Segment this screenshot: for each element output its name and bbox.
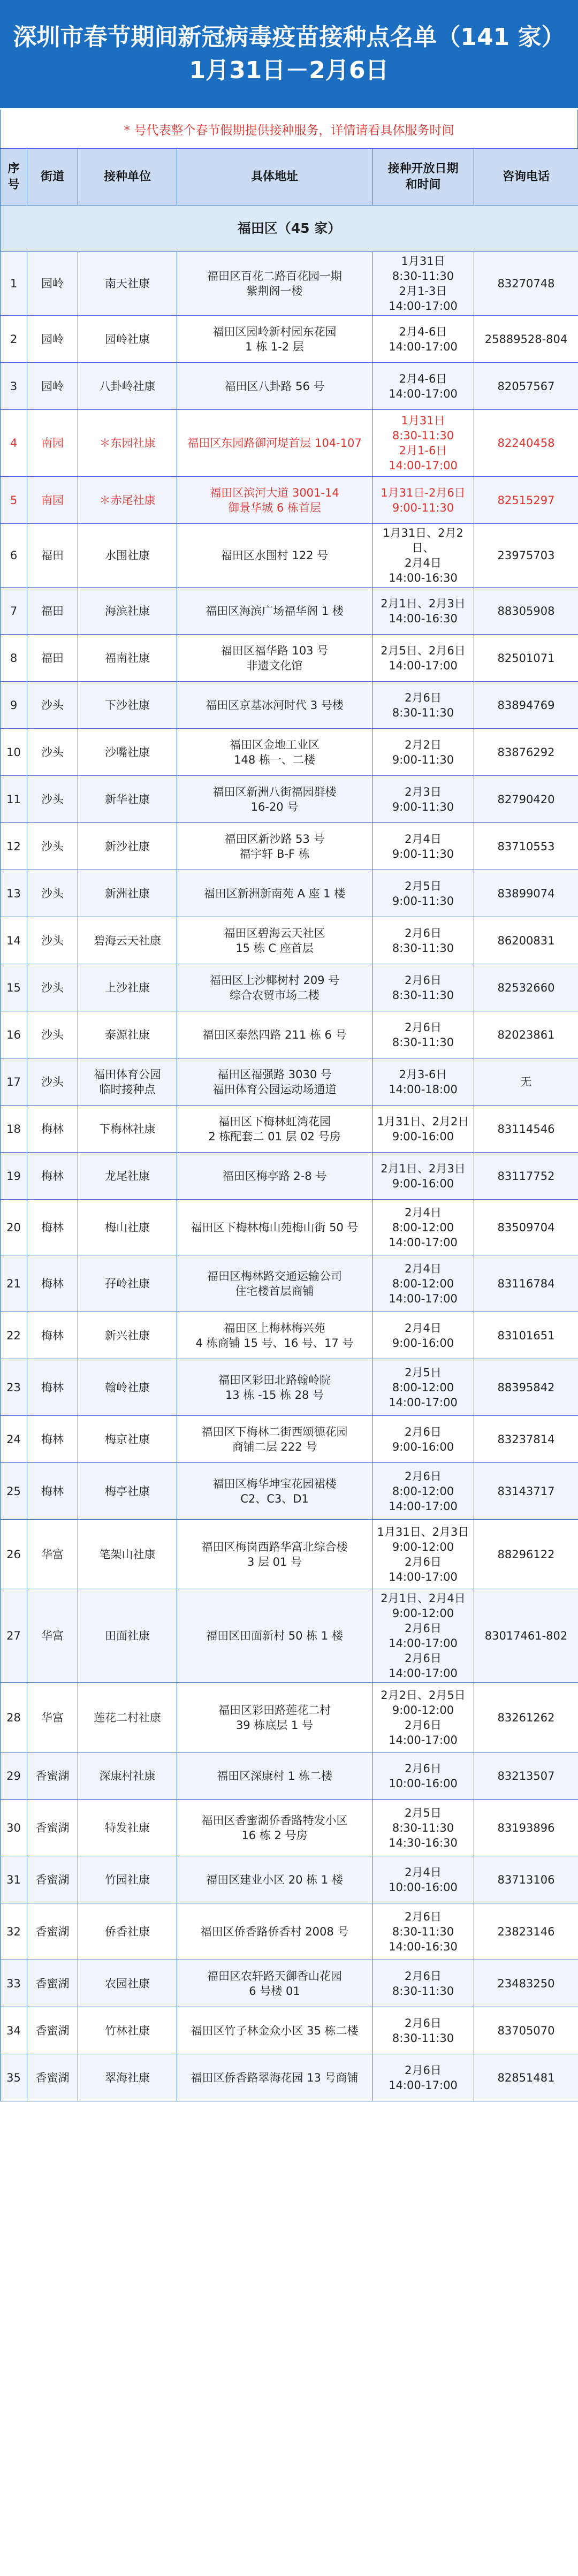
row-street: 香蜜湖 (27, 1856, 78, 1903)
row-unit: 福南社康 (78, 635, 177, 682)
notice-text: * 号代表整个春节假期提供接种服务，详情请看具体服务时间 (0, 110, 578, 148)
row-phone: 82501071 (474, 635, 578, 682)
row-open-time: 2月6日 8:30-11:30 (372, 2007, 474, 2054)
row-street: 沙头 (27, 1058, 78, 1106)
row-unit: 新华社康 (78, 776, 177, 823)
row-open-time: 1月31日、2月2日 9:00-16:00 (372, 1106, 474, 1153)
row-phone: 88395842 (474, 1359, 578, 1416)
row-street: 福田 (27, 524, 78, 588)
row-unit: 水围社康 (78, 524, 177, 588)
row-open-time: 2月3日 9:00-11:30 (372, 776, 474, 823)
row-index: 29 (1, 1752, 27, 1800)
row-address: 福田区京基冰河时代 3 号楼 (177, 682, 372, 729)
row-unit: 下沙社康 (78, 682, 177, 729)
column-header-index: 序号 (1, 149, 27, 205)
row-unit: 竹园社康 (78, 1856, 177, 1903)
row-address: 福田区梅岗西路华富北综合楼 3 层 01 号 (177, 1520, 372, 1589)
row-unit: 梅山社康 (78, 1200, 177, 1255)
table-row (1, 917, 578, 964)
table-row (1, 410, 578, 477)
row-unit: 梅亭社康 (78, 1463, 177, 1520)
column-header-unit: 接种单位 (78, 149, 177, 205)
row-street: 华富 (27, 1683, 78, 1752)
table-row (1, 1359, 578, 1416)
row-street: 福田 (27, 635, 78, 682)
row-unit: 沙嘴社康 (78, 729, 177, 776)
row-open-time: 1月31日、2月2日、 2月4日 14:00-16:30 (372, 524, 474, 588)
row-address: 福田区建业小区 20 栋 1 楼 (177, 1856, 372, 1903)
row-street: 梅林 (27, 1359, 78, 1416)
row-phone: 88296122 (474, 1520, 578, 1589)
row-index: 35 (1, 2054, 27, 2101)
table-row (1, 964, 578, 1011)
table-row (1, 252, 578, 316)
district-title: 福田区（45 家） (1, 205, 578, 252)
row-index: 2 (1, 316, 27, 363)
row-open-time: 2月4-6日 14:00-17:00 (372, 316, 474, 363)
row-unit: 南天社康 (78, 252, 177, 316)
row-index: 6 (1, 524, 27, 588)
table-row (1, 1752, 578, 1800)
table-row (1, 1800, 578, 1856)
row-phone: 83509704 (474, 1200, 578, 1255)
row-phone: 83017461-802 (474, 1589, 578, 1683)
row-address: 福田区上沙椰树村 209 号 综合农贸市场二楼 (177, 964, 372, 1011)
row-address: 福田区福强路 3030 号 福田体育公园运动场通道 (177, 1058, 372, 1106)
row-open-time: 2月6日 8:30-11:30 (372, 964, 474, 1011)
row-unit: 泰源社康 (78, 1011, 177, 1058)
row-unit: 新兴社康 (78, 1312, 177, 1359)
row-open-time: 2月2日、2月5日 9:00-12:00 2月6日 14:00-17:00 (372, 1683, 474, 1752)
row-open-time: 2月6日 8:00-12:00 14:00-17:00 (372, 1463, 474, 1520)
row-street: 沙头 (27, 917, 78, 964)
row-index: 14 (1, 917, 27, 964)
row-phone: 83143717 (474, 1463, 578, 1520)
row-address: 福田区水围村 122 号 (177, 524, 372, 588)
page-title: 深圳市春节期间新冠病毒疫苗接种点名单（141 家） (13, 24, 565, 51)
row-unit: 田面社康 (78, 1589, 177, 1683)
row-phone: 82515297 (474, 477, 578, 524)
column-header-open-time: 接种开放日期 和时间 (372, 149, 474, 205)
row-index: 22 (1, 1312, 27, 1359)
table-row (1, 1463, 578, 1520)
row-open-time: 2月6日 14:00-17:00 (372, 2054, 474, 2101)
row-index: 10 (1, 729, 27, 776)
table-row (1, 1903, 578, 1960)
row-street: 梅林 (27, 1106, 78, 1153)
row-address: 福田区香蜜湖侨香路特发小区 16 栋 2 号房 (177, 1800, 372, 1856)
row-street: 梅林 (27, 1200, 78, 1255)
row-open-time: 2月6日 8:30-11:30 (372, 1011, 474, 1058)
row-street: 香蜜湖 (27, 1903, 78, 1960)
row-index: 12 (1, 823, 27, 870)
row-index: 27 (1, 1589, 27, 1683)
row-address: 福田区下梅林梅山苑梅山街 50 号 (177, 1200, 372, 1255)
row-phone: 83117752 (474, 1153, 578, 1200)
row-index: 25 (1, 1463, 27, 1520)
row-index: 7 (1, 588, 27, 635)
row-street: 沙头 (27, 776, 78, 823)
row-open-time: 2月5日 8:00-12:00 14:00-17:00 (372, 1359, 474, 1416)
row-phone: 83876292 (474, 729, 578, 776)
row-unit: 笔架山社康 (78, 1520, 177, 1589)
row-address: 福田区梅华坤宝花园裙楼 C2、C3、D1 (177, 1463, 372, 1520)
row-phone: 83114546 (474, 1106, 578, 1153)
row-address: 福田区竹子林金众小区 35 栋二楼 (177, 2007, 372, 2054)
row-address: 福田区新洲新南苑 A 座 1 楼 (177, 870, 372, 917)
row-street: 梅林 (27, 1255, 78, 1312)
table-row (1, 477, 578, 524)
table-row (1, 1106, 578, 1153)
row-address: 福田区碧海云天社区 15 栋 C 座首层 (177, 917, 372, 964)
page-subtitle-date-range: 1月31日－2月6日 (189, 57, 389, 84)
row-phone: 82532660 (474, 964, 578, 1011)
row-index: 18 (1, 1106, 27, 1153)
row-unit: 竹林社康 (78, 2007, 177, 2054)
row-unit: 特发社康 (78, 1800, 177, 1856)
table-row (1, 524, 578, 588)
row-index: 23 (1, 1359, 27, 1416)
row-address: 福田区上梅林梅兴苑 4 栋商铺 15 号、16 号、17 号 (177, 1312, 372, 1359)
row-index: 4 (1, 410, 27, 477)
table-row (1, 1200, 578, 1255)
row-address: 福田区新洲八街福园群楼 16-20 号 (177, 776, 372, 823)
row-phone: 83101651 (474, 1312, 578, 1359)
row-phone: 83713106 (474, 1856, 578, 1903)
row-open-time: 2月6日 10:00-16:00 (372, 1752, 474, 1800)
table-row (1, 1960, 578, 2007)
row-open-time: 1月31日-2月6日 9:00-11:30 (372, 477, 474, 524)
row-index: 1 (1, 252, 27, 316)
row-street: 南园 (27, 410, 78, 477)
row-street: 沙头 (27, 682, 78, 729)
row-phone: 88305908 (474, 588, 578, 635)
row-unit: 翰岭社康 (78, 1359, 177, 1416)
row-index: 34 (1, 2007, 27, 2054)
row-unit: 翠海社康 (78, 2054, 177, 2101)
row-index: 17 (1, 1058, 27, 1106)
row-address: 福田区下梅林虹湾花园 2 栋配套二 01 层 02 号房 (177, 1106, 372, 1153)
table-row (1, 1153, 578, 1200)
row-unit: 农园社康 (78, 1960, 177, 2007)
table-row (1, 1589, 578, 1683)
row-address: 福田区梅亭路 2-8 号 (177, 1153, 372, 1200)
row-address: 福田区园岭新村园东花园 1 栋 1-2 层 (177, 316, 372, 363)
row-address: 福田区八卦路 56 号 (177, 363, 372, 410)
row-unit: 新洲社康 (78, 870, 177, 917)
row-phone: 83705070 (474, 2007, 578, 2054)
row-address: 福田区百花二路百花园一期 紫荆阁一楼 (177, 252, 372, 316)
row-address: 福田区金地工业区 148 栋一、二楼 (177, 729, 372, 776)
row-index: 8 (1, 635, 27, 682)
table-row (1, 1011, 578, 1058)
column-header-phone: 咨询电话 (474, 149, 578, 205)
row-unit: 孖岭社康 (78, 1255, 177, 1312)
row-unit: 龙尾社康 (78, 1153, 177, 1200)
row-street: 华富 (27, 1589, 78, 1683)
table-row (1, 1416, 578, 1463)
row-open-time: 1月31日 8:30-11:30 2月1-3日 14:00-17:00 (372, 252, 474, 316)
row-phone: 82851481 (474, 2054, 578, 2101)
row-index: 32 (1, 1903, 27, 1960)
row-street: 沙头 (27, 870, 78, 917)
row-phone: 82790420 (474, 776, 578, 823)
row-street: 梅林 (27, 1312, 78, 1359)
table-row (1, 1058, 578, 1106)
row-phone: 86200831 (474, 917, 578, 964)
row-open-time: 2月4日 8:00-12:00 14:00-17:00 (372, 1255, 474, 1312)
row-street: 香蜜湖 (27, 2007, 78, 2054)
row-index: 3 (1, 363, 27, 410)
row-unit: 八卦岭社康 (78, 363, 177, 410)
row-open-time: 2月4日 10:00-16:00 (372, 1856, 474, 1903)
table-row (1, 635, 578, 682)
table-row (1, 729, 578, 776)
row-unit: 园岭社康 (78, 316, 177, 363)
row-index: 33 (1, 1960, 27, 2007)
row-index: 9 (1, 682, 27, 729)
row-index: 30 (1, 1800, 27, 1856)
row-address: 福田区农轩路天御香山花园 6 号楼 01 (177, 1960, 372, 2007)
table-row (1, 1683, 578, 1752)
table-row (1, 1520, 578, 1589)
table-row (1, 363, 578, 410)
row-street: 沙头 (27, 729, 78, 776)
row-address: 福田区梅林路交通运输公司 住宅楼首层商铺 (177, 1255, 372, 1312)
row-address: 福田区海滨广场福华阁 1 楼 (177, 588, 372, 635)
row-unit: ＊东园社康 (78, 410, 177, 477)
row-unit: 新沙社康 (78, 823, 177, 870)
row-open-time: 2月1日、2月3日 9:00-16:00 (372, 1153, 474, 1200)
row-index: 13 (1, 870, 27, 917)
row-address: 福田区泰然四路 211 栋 6 号 (177, 1011, 372, 1058)
row-open-time: 1月31日、2月3日 9:00-12:00 2月6日 14:00-17:00 (372, 1520, 474, 1589)
row-unit: 上沙社康 (78, 964, 177, 1011)
row-open-time: 2月2日 9:00-11:30 (372, 729, 474, 776)
vaccination-sites-table (0, 148, 578, 2101)
row-phone: 83899074 (474, 870, 578, 917)
row-open-time: 2月6日 9:00-16:00 (372, 1416, 474, 1463)
row-address: 福田区福华路 103 号 非遗文化馆 (177, 635, 372, 682)
table-row (1, 870, 578, 917)
row-open-time: 2月6日 8:30-11:30 (372, 917, 474, 964)
row-street: 园岭 (27, 363, 78, 410)
table-row (1, 1856, 578, 1903)
row-index: 5 (1, 477, 27, 524)
row-street: 园岭 (27, 316, 78, 363)
row-unit: 侨香社康 (78, 1903, 177, 1960)
row-unit: 海滨社康 (78, 588, 177, 635)
row-index: 11 (1, 776, 27, 823)
row-address: 福田区新沙路 53 号 福宇轩 B-F 栋 (177, 823, 372, 870)
row-street: 梅林 (27, 1463, 78, 1520)
row-street: 梅林 (27, 1153, 78, 1200)
title-banner (0, 0, 578, 110)
table-row (1, 682, 578, 729)
row-open-time: 2月6日 8:30-11:30 (372, 1960, 474, 2007)
row-address: 福田区下梅林二街西颂德花园 商铺二层 222 号 (177, 1416, 372, 1463)
row-address: 福田区彩田路莲花二村 39 栋底层 1 号 (177, 1683, 372, 1752)
row-index: 21 (1, 1255, 27, 1312)
row-phone: 23823146 (474, 1903, 578, 1960)
row-open-time: 2月5日 9:00-11:30 (372, 870, 474, 917)
row-phone: 23483250 (474, 1960, 578, 2007)
row-open-time: 2月4日 8:00-12:00 14:00-17:00 (372, 1200, 474, 1255)
row-phone: 82240458 (474, 410, 578, 477)
row-phone: 23975703 (474, 524, 578, 588)
table-row (1, 776, 578, 823)
row-unit: 莲花二村社康 (78, 1683, 177, 1752)
row-unit: 碧海云天社康 (78, 917, 177, 964)
row-open-time: 2月5日、2月6日 14:00-17:00 (372, 635, 474, 682)
table-row (1, 823, 578, 870)
row-address: 福田区东园路御河堤首层 104-107 (177, 410, 372, 477)
row-index: 28 (1, 1683, 27, 1752)
district-row (1, 205, 578, 252)
row-street: 福田 (27, 588, 78, 635)
table-row (1, 2007, 578, 2054)
row-street: 香蜜湖 (27, 1752, 78, 1800)
row-street: 园岭 (27, 252, 78, 316)
row-phone: 无 (474, 1058, 578, 1106)
row-open-time: 2月5日 8:30-11:30 14:30-16:30 (372, 1800, 474, 1856)
table-row (1, 588, 578, 635)
row-index: 20 (1, 1200, 27, 1255)
row-phone: 82023861 (474, 1011, 578, 1058)
table-row (1, 1255, 578, 1312)
column-header-street: 街道 (27, 149, 78, 205)
row-street: 南园 (27, 477, 78, 524)
row-unit: 深康村社康 (78, 1752, 177, 1800)
row-phone: 83237814 (474, 1416, 578, 1463)
row-index: 31 (1, 1856, 27, 1903)
row-open-time: 2月6日 8:30-11:30 14:00-16:30 (372, 1903, 474, 1960)
table-row (1, 2054, 578, 2101)
row-street: 梅林 (27, 1416, 78, 1463)
row-unit: 梅京社康 (78, 1416, 177, 1463)
row-street: 香蜜湖 (27, 2054, 78, 2101)
row-index: 24 (1, 1416, 27, 1463)
table-header-row (1, 149, 578, 205)
row-open-time: 2月6日 8:30-11:30 (372, 682, 474, 729)
row-open-time: 1月31日 8:30-11:30 2月1-6日 14:00-17:00 (372, 410, 474, 477)
row-phone: 83261262 (474, 1683, 578, 1752)
table-row (1, 316, 578, 363)
row-address: 福田区侨香路翠海花园 13 号商铺 (177, 2054, 372, 2101)
row-phone: 25889528-804 (474, 316, 578, 363)
row-phone: 83710553 (474, 823, 578, 870)
row-address: 福田区深康村 1 栋二楼 (177, 1752, 372, 1800)
row-open-time: 2月3-6日 14:00-18:00 (372, 1058, 474, 1106)
row-street: 沙头 (27, 964, 78, 1011)
row-phone: 82057567 (474, 363, 578, 410)
row-unit: 福田体育公园 临时接种点 (78, 1058, 177, 1106)
row-phone: 83270748 (474, 252, 578, 316)
row-open-time: 2月4日 9:00-16:00 (372, 1312, 474, 1359)
table-row (1, 1312, 578, 1359)
row-address: 福田区滨河大道 3001-14 御景华城 6 栋首层 (177, 477, 372, 524)
row-phone: 83116784 (474, 1255, 578, 1312)
row-unit: 下梅林社康 (78, 1106, 177, 1153)
row-index: 26 (1, 1520, 27, 1589)
row-index: 16 (1, 1011, 27, 1058)
row-index: 15 (1, 964, 27, 1011)
row-open-time: 2月4日 9:00-11:30 (372, 823, 474, 870)
row-street: 沙头 (27, 1011, 78, 1058)
row-open-time: 2月1日、2月4日 9:00-12:00 2月6日 14:00-17:00 2月6日 14:00-17:00 (372, 1589, 474, 1683)
row-unit: ＊赤尾社康 (78, 477, 177, 524)
row-phone: 83894769 (474, 682, 578, 729)
row-street: 香蜜湖 (27, 1960, 78, 2007)
row-index: 19 (1, 1153, 27, 1200)
row-street: 华富 (27, 1520, 78, 1589)
row-address: 福田区彩田北路翰岭院 13 栋 -15 栋 28 号 (177, 1359, 372, 1416)
column-header-address: 具体地址 (177, 149, 372, 205)
row-address: 福田区侨香路侨香村 2008 号 (177, 1903, 372, 1960)
row-phone: 83193896 (474, 1800, 578, 1856)
row-open-time: 2月4-6日 14:00-17:00 (372, 363, 474, 410)
row-street: 沙头 (27, 823, 78, 870)
row-address: 福田区田面新村 50 栋 1 楼 (177, 1589, 372, 1683)
row-open-time: 2月1日、2月3日 14:00-16:30 (372, 588, 474, 635)
row-phone: 83213507 (474, 1752, 578, 1800)
row-street: 香蜜湖 (27, 1800, 78, 1856)
